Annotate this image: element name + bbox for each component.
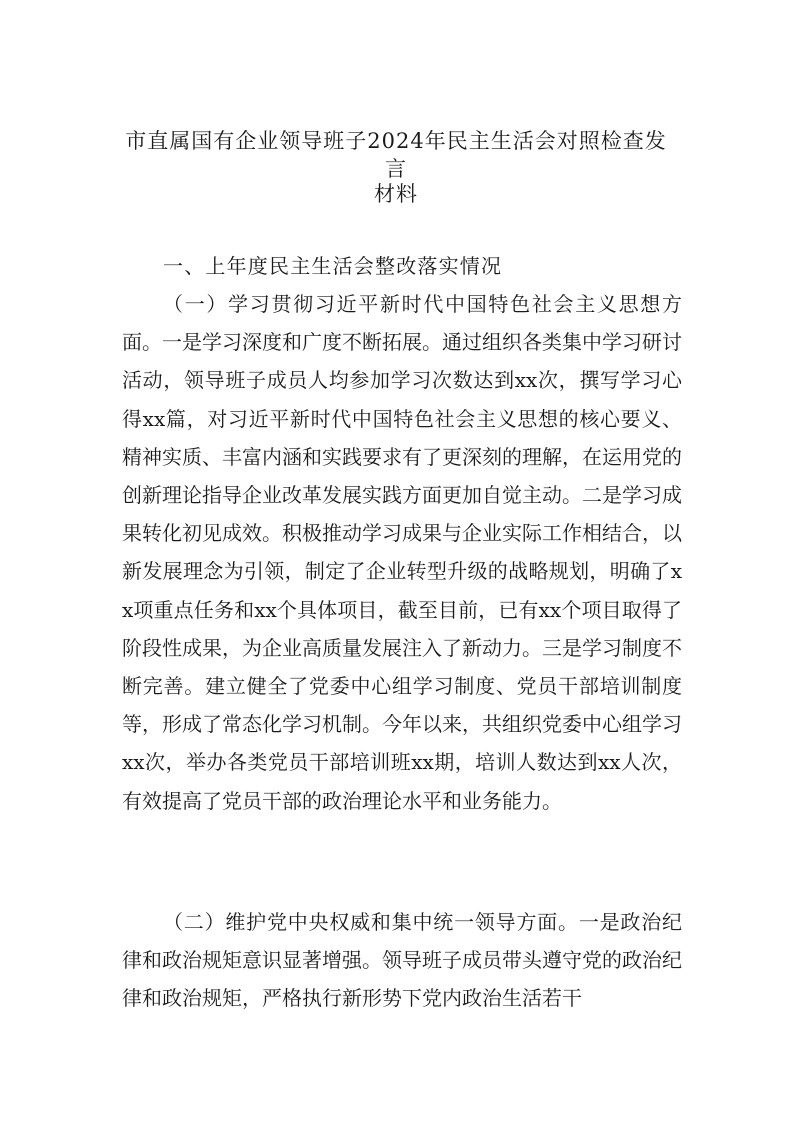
section-heading: 一、上年度民主生活会整改落实情况 — [163, 254, 503, 278]
body-paragraph: （二）维护党中央权威和集中统一领导方面。一是政治纪律和政治规矩意识显著增强。领导班子成员带头遵守党的政治纪律和政治规矩，严格执行新形势下党内政治生活若干 — [122, 910, 682, 1011]
body-paragraph: （一）学习贯彻习近平新时代中国特色社会主义思想方面。一是学习深度和广度不断拓展。通过组织各类集中学习研讨活动，领导班子成员人均参加学习次数达到xx次，撰写学习心得xx篇，对习近平新时代中国特色社会主义思想的核心要义、精神实质、丰富内涵和实践要求有了更深刻的理解，在运用党的创新理论指导企业改革发展实践方面更加自觉主动。二是学习成果转化初见成效。积极推动学习成果与企业实际工作相结合，以新发展理念为引领，制定了企业转型升级的战略规划，明确了xx项重点任务和xx个具体项目，截至目前，已有xx个项目取得了阶段性成果，为企业高质量发展注入了新动力。三是学习制度不断完善。建立健全了党委中心组学习制度、党员干部培训制度等，形成了常态化学习机制。今年以来，共组织党委中心组学习xx次，举办各类党员干部培训班xx期，培训人数达到xx人次，有效提高了党员干部的政治理论水平和业务能力。 — [122, 292, 682, 813]
document-title-line-2: 材料 — [374, 182, 418, 206]
document-title-line-1: 市直属国有企业领导班子2024年民主生活会对照检查发言 — [125, 129, 667, 181]
